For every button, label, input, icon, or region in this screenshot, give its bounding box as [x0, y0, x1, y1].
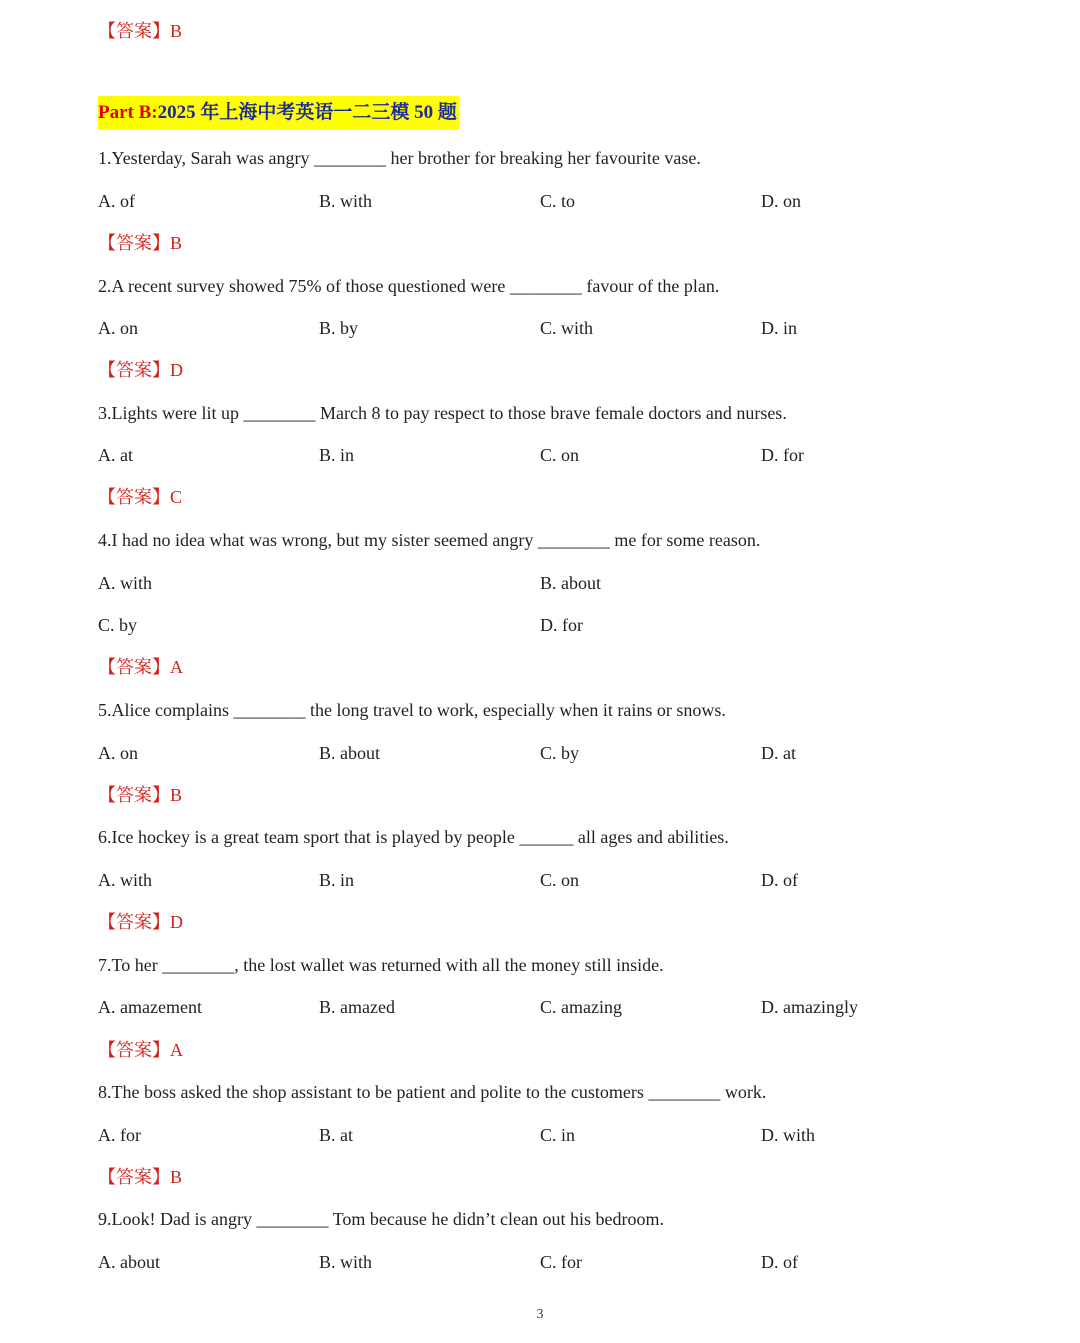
answer-label: 【答案】B: [98, 21, 183, 41]
option-b: B. at: [319, 1125, 353, 1145]
question-text: 1.Yesterday, Sarah was angry ________ her brother for breaking her favourite vase.: [98, 148, 701, 168]
option-row: [98, 1251, 998, 1273]
option-b: B. about: [540, 573, 601, 593]
option-b: B. amazed: [319, 997, 395, 1017]
option-row: [98, 614, 998, 636]
question-text: 9.Look! Dad is angry ________ Tom because he didn’t clean out his bedroom.: [98, 1209, 664, 1229]
option-c: C. in: [540, 1125, 576, 1145]
option-d: D. with: [761, 1125, 815, 1145]
answer-label: 【答案】A: [98, 657, 183, 677]
heading-part: Part B:: [98, 102, 158, 123]
option-c: C. on: [540, 870, 580, 890]
section-heading: [98, 96, 459, 130]
option-c: C. amazing: [540, 997, 622, 1017]
option-b: B. about: [319, 743, 380, 763]
answer-label: 【答案】B: [98, 233, 183, 253]
option-a: A. of: [98, 191, 135, 211]
question-text: 8.The boss asked the shop assistant to be patient and polite to the customers ________ work.: [98, 1082, 767, 1102]
option-a: A. for: [98, 1125, 141, 1145]
option-b: B. in: [319, 445, 355, 465]
answer-label: 【答案】B: [98, 785, 183, 805]
option-d: D. on: [761, 191, 801, 211]
option-d: D. for: [540, 615, 583, 635]
option-row: [98, 190, 998, 212]
option-row: [98, 869, 998, 891]
question-text: 4.I had no idea what was wrong, but my sister seemed angry ________ me for some reason.: [98, 530, 761, 550]
option-d: D. for: [761, 445, 804, 465]
option-c: C. by: [98, 615, 138, 635]
answer-label: 【答案】B: [98, 1167, 183, 1187]
question-text: 5.Alice complains ________ the long travel to work, especially when it rains or snows.: [98, 700, 726, 720]
option-d: D. of: [761, 1252, 798, 1272]
option-a: A. at: [98, 445, 133, 465]
option-c: C. with: [540, 318, 594, 338]
option-row: [98, 317, 998, 339]
option-row: [98, 742, 998, 764]
question-text: 2.A recent survey showed 75% of those questioned were ________ favour of the plan.: [98, 276, 720, 296]
question-text: 3.Lights were lit up ________ March 8 to pay respect to those brave female doctors and nurses.: [98, 403, 787, 423]
option-a: A. with: [98, 870, 152, 890]
option-b: B. with: [319, 1252, 373, 1272]
answer-label: 【答案】D: [98, 360, 183, 380]
option-b: B. by: [319, 318, 359, 338]
heading-title: 2025 年上海中考英语一二三模 50 题: [157, 102, 457, 123]
option-d: D. at: [761, 743, 796, 763]
option-row: [98, 996, 998, 1018]
option-a: A. amazement: [98, 997, 202, 1017]
option-a: A. on: [98, 318, 138, 338]
option-a: A. about: [98, 1252, 160, 1272]
option-row: [98, 1124, 998, 1146]
option-row: [98, 572, 998, 594]
option-d: D. in: [761, 318, 797, 338]
option-c: C. on: [540, 445, 580, 465]
option-d: D. amazingly: [761, 997, 858, 1017]
answer-label: 【答案】A: [98, 1040, 183, 1060]
question-text: 6.Ice hockey is a great team sport that is played by people ______ all ages and abilities.: [98, 827, 729, 847]
option-d: D. of: [761, 870, 798, 890]
page-number: 3: [536, 1307, 544, 1322]
option-a: A. on: [98, 743, 138, 763]
answer-label: 【答案】D: [98, 912, 183, 932]
option-b: B. in: [319, 870, 355, 890]
option-c: C. by: [540, 743, 580, 763]
option-c: C. to: [540, 191, 576, 211]
option-b: B. with: [319, 191, 373, 211]
option-row: [98, 444, 998, 466]
question-text: 7.To her ________, the lost wallet was returned with all the money still inside.: [98, 955, 664, 975]
option-a: A. with: [98, 573, 152, 593]
option-c: C. for: [540, 1252, 582, 1272]
answer-label: 【答案】C: [98, 487, 183, 507]
